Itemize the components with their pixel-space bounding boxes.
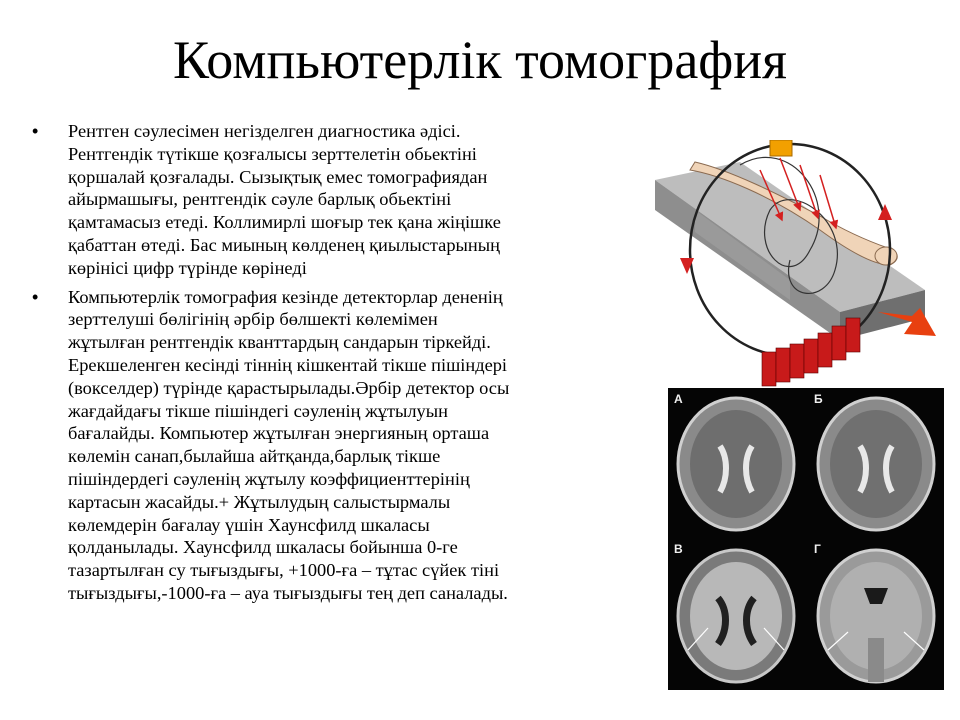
bullet-line: жұтылған рентгендік кванттардың сандарын тіркейді. bbox=[68, 332, 491, 353]
bullet-line: тазартылған су тығыздығы, +1000-ға – тұтас сүйек тіні bbox=[68, 560, 500, 581]
panel-label-b: Б bbox=[814, 392, 823, 406]
bullet-mark-icon: • bbox=[32, 286, 39, 307]
bullet-item-1 bbox=[32, 120, 592, 280]
bullet-list bbox=[32, 120, 592, 611]
bullet-line: қабаттан өтеді. Бас миының көлденең қиылыстарының bbox=[68, 234, 500, 255]
brain-slice-g-icon bbox=[818, 550, 934, 682]
brain-slice-b-icon bbox=[818, 398, 934, 530]
bullet-line: қамтамасыз етеді. Коллимирлі шоғыр тек қана жіңішке bbox=[68, 212, 501, 233]
bullet-line: пішіндердегі сәуленің жұтылу коэффициенттерінің bbox=[68, 468, 470, 489]
bullet-line: картасын жасайды.+ Жұтылудың салыстырмалы bbox=[68, 491, 451, 512]
brain-scan-panels bbox=[668, 388, 944, 690]
bullet-line: Ерекшеленген кесінді тіннің кішкентай тікше пішіндері bbox=[68, 354, 508, 375]
bullet-line: Рентген сәулесімен негізделген диагностика әдісі. bbox=[68, 121, 461, 141]
bullet-line: бағалайды. Компьютер жұтылған энергияның орташа bbox=[68, 423, 490, 444]
bullet-line: (вокселдер) түрінде қарастырылады.Әрбір детектор осы bbox=[68, 377, 510, 398]
bullet-line: Рентгендік түтікше қозғалысы зерттелетін обьектіні bbox=[68, 143, 477, 164]
bullet-line: қоршалай қозғалады. Сызықтық емес томографиядан bbox=[68, 166, 488, 187]
brain-slice-a-icon bbox=[678, 398, 794, 530]
panel-label-v: В bbox=[674, 542, 683, 556]
panel-label-g: Г bbox=[814, 542, 821, 556]
slide-title: Компьютерлік томография bbox=[172, 30, 788, 90]
bullet-line: көлемін санап,былайша айтқанда,барлық тікше bbox=[68, 446, 441, 467]
bullet-line: айырмашығы, рентгендік сәуле барлық обьектіні bbox=[68, 189, 452, 210]
bullet-line: көрінісі цифр түрінде көрінеді bbox=[68, 257, 307, 278]
bullet-line: жағдайдағы тікше пішіндегі сәуленің жұтылуын bbox=[68, 400, 448, 421]
bullet-line: қолданылады. Хаунсфилд шкаласы бойынша 0-ге bbox=[68, 537, 458, 558]
bullet-line: тығыздығы,-1000-ға – ауа тығыздығы тең деп саналады. bbox=[68, 582, 508, 603]
bullet-line: Компьютерлік томография кезінде детекторлар дененің bbox=[68, 286, 503, 307]
ct-scanner-illustration bbox=[650, 140, 940, 390]
bullet-line: зерттелуші бөлігінің әрбір бөлшекті көлемімен bbox=[68, 309, 438, 330]
brain-slice-v-icon bbox=[678, 550, 794, 682]
panel-label-a: А bbox=[674, 392, 683, 406]
bullet-item-2 bbox=[32, 286, 592, 605]
bullet-mark-icon: • bbox=[32, 121, 39, 141]
bullet-line: көлемдерін бағалау үшін Хаунсфилд шкаласы bbox=[68, 514, 430, 535]
